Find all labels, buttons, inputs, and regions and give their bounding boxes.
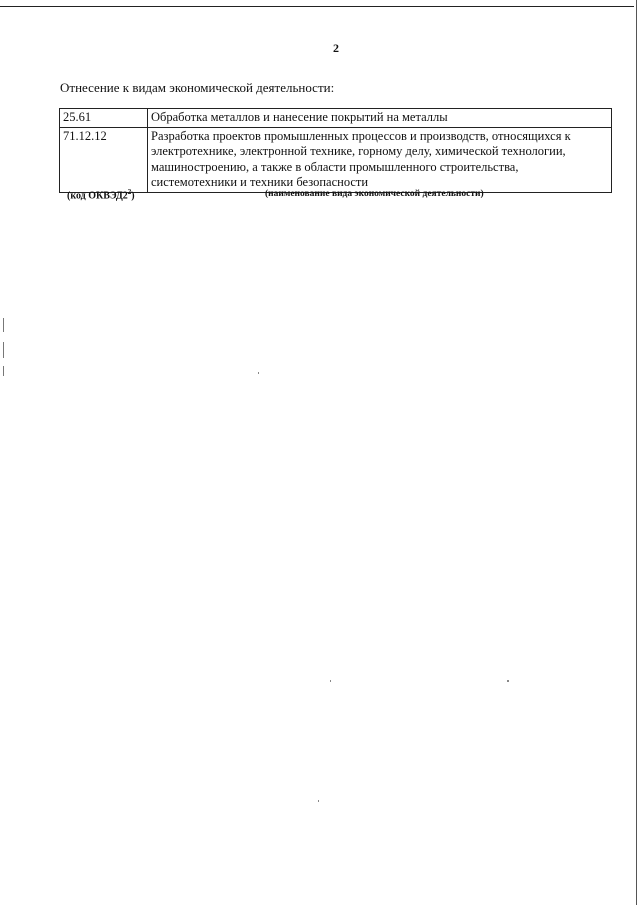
okved-code-cell: 25.61 <box>60 109 148 128</box>
section-heading: Отнесение к видам экономической деятельности: <box>60 80 335 95</box>
scan-speck <box>258 372 259 374</box>
table-row <box>60 127 612 192</box>
okved-code-caption-close: ) <box>131 190 135 202</box>
left-scan-mark <box>3 366 4 376</box>
top-scan-border <box>0 6 634 7</box>
okved-table <box>59 108 612 193</box>
footnote-superscript: 2 <box>127 188 132 196</box>
left-scan-mark <box>3 342 4 358</box>
okved-code-caption <box>67 188 135 201</box>
scan-speck <box>330 680 331 682</box>
right-scan-border <box>636 0 637 905</box>
table-row <box>60 109 612 128</box>
activity-name-cell: Обработка металлов и нанесение покрытий на металлы <box>148 109 612 128</box>
okved-code-caption-text: (код ОКВЭД2 <box>67 190 128 202</box>
scan-speck <box>318 800 319 802</box>
scan-speck <box>507 680 509 682</box>
activity-name-cell: Разработка проектов промышленных процессов и производств, относящихся к электротехнике, электронной технике, горному делу, химической технологии, машиностроению, а также в области промышленного строительства, системотехники и техники безопасности <box>148 127 612 192</box>
activity-name-caption: (наименование вида экономической деятельности) <box>265 189 484 199</box>
left-scan-mark <box>3 318 4 332</box>
okved-code-cell: 71.12.12 <box>60 127 148 192</box>
page-number: 2 <box>333 41 339 55</box>
